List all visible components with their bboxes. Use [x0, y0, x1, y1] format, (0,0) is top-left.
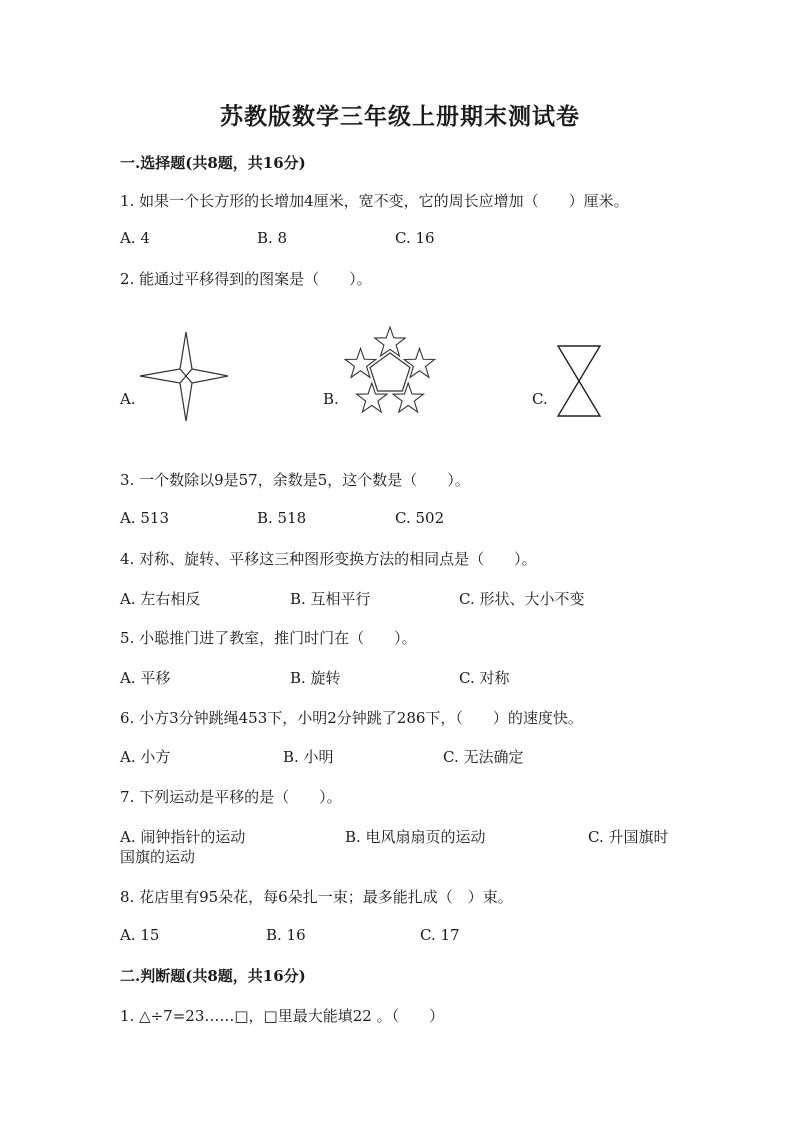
option-a: A. 平移: [120, 669, 171, 687]
option-a: A.: [120, 390, 136, 408]
star-shape: [345, 348, 375, 377]
option-c: C. 无法确定: [443, 748, 524, 766]
question-2: 2. 能通过平移得到的图案是（ ）。: [120, 270, 372, 288]
pentagon-with-stars-icon: [342, 327, 438, 419]
option-c: C. 对称: [459, 669, 510, 687]
option-b: B. 电风扇扇页的运动: [345, 828, 486, 846]
option-b: B. 小明: [283, 748, 334, 766]
option-c: C. 形状、大小不变: [459, 590, 585, 608]
option-b: B. 518: [257, 509, 307, 527]
option-b: B.: [323, 390, 339, 408]
option-a: A. 15: [120, 926, 160, 944]
option-c: C. 升国旗时: [588, 828, 669, 846]
star-shape: [393, 383, 423, 412]
option-a: A. 闹钟指针的运动: [120, 828, 246, 846]
option-c: C. 502: [395, 509, 445, 527]
option-a: A. 小方: [120, 748, 171, 766]
option-b: B. 8: [257, 229, 288, 247]
option-c: C.: [532, 390, 548, 408]
question-3: 3. 一个数除以9是57，余数是5，这个数是（ ）。: [120, 471, 470, 489]
section-heading-judgement: 二.判断题(共8题，共16分): [120, 967, 306, 985]
section-heading-choice: 一.选择题(共8题，共16分): [120, 154, 306, 172]
star-shape: [404, 348, 434, 377]
option-b: B. 旋转: [290, 669, 341, 687]
question-6: 6. 小方3分钟跳绳453下，小明2分钟跳了286下，（ ）的速度快。: [120, 709, 583, 727]
option-a: A. 513: [120, 509, 169, 527]
question-4: 4. 对称、旋转、平移这三种图形变换方法的相同点是（ ）。: [120, 550, 537, 568]
question-8: 8. 花店里有95朵花，每6朵扎一束；最多能扎成（ ）束。: [120, 888, 513, 906]
question-7: 7. 下列运动是平移的是（ ）。: [120, 788, 342, 806]
hourglass-icon: [556, 344, 602, 418]
pentagon-shape: [370, 353, 410, 391]
option-a: A. 左右相反: [120, 590, 201, 608]
judgement-question-1: 1. △÷7=23……□，□里最大能填22 。（ ）: [120, 1007, 445, 1025]
option-c-continuation: 国旗的运动: [120, 848, 196, 866]
star-shape: [375, 327, 405, 356]
star-shape: [357, 383, 387, 412]
option-c: C. 16: [395, 229, 435, 247]
option-b: B. 16: [266, 926, 306, 944]
option-a: A. 4: [120, 229, 150, 247]
option-c: C. 17: [420, 926, 460, 944]
page-title: 苏教版数学三年级上册期末测试卷: [220, 103, 580, 130]
question-5: 5. 小聪推门进了教室，推门时门在（ ）。: [120, 629, 417, 647]
option-b: B. 互相平行: [290, 590, 371, 608]
four-point-star-icon: [138, 330, 238, 424]
question-1: 1. 如果一个长方形的长增加4厘米，宽不变，它的周长应增加（ ）厘米。: [120, 192, 629, 210]
